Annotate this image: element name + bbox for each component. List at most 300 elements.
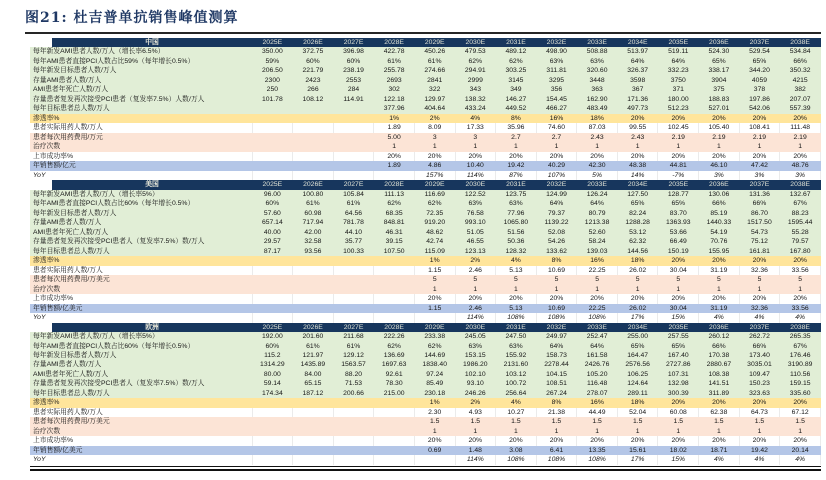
- value-cell: 33.56: [780, 304, 821, 313]
- value-cell: [293, 275, 334, 284]
- value-cell: 46.55: [455, 237, 496, 246]
- value-cell: 104.15: [536, 370, 577, 379]
- value-cell: 20%: [658, 256, 699, 265]
- value-cell: 278.07: [577, 389, 618, 398]
- table-row: [30, 436, 821, 445]
- value-cell: 717.94: [293, 218, 334, 227]
- value-cell: 3%: [699, 171, 740, 180]
- value-cell: [293, 294, 334, 303]
- value-cell: 5: [658, 275, 699, 284]
- value-cell: 55.28: [780, 228, 821, 237]
- value-cell: 2553: [333, 76, 374, 85]
- value-cell: 2999: [455, 76, 496, 85]
- value-cell: 20%: [658, 294, 699, 303]
- table-row: [30, 342, 821, 351]
- value-cell: 2.43: [577, 133, 618, 142]
- value-cell: [293, 313, 334, 322]
- value-cell: 5.13: [496, 266, 537, 275]
- value-cell: 10.40: [455, 161, 496, 170]
- value-cell: 265.35: [780, 332, 821, 341]
- value-cell: 3.08: [496, 446, 537, 455]
- value-cell: 65%: [658, 342, 699, 351]
- row-label: 每年AMI患者直接PCI人数占比60%（每年增长0.5%）: [30, 199, 252, 208]
- row-label: 存量AMI患者人数/万人: [30, 218, 252, 227]
- value-cell: 1838.40: [414, 360, 455, 369]
- value-cell: 20%: [658, 436, 699, 445]
- value-cell: 150.19: [658, 247, 699, 256]
- value-cell: 266: [293, 85, 334, 94]
- value-cell: 260.12: [699, 332, 740, 341]
- value-cell: 267.24: [536, 389, 577, 398]
- row-label: 患者每次用药费用/万美元: [30, 417, 252, 426]
- value-cell: 86.70: [739, 209, 780, 218]
- value-cell: 161.81: [739, 247, 780, 256]
- value-cell: 20%: [780, 436, 821, 445]
- value-cell: 1: [739, 142, 780, 151]
- table-row: [30, 228, 821, 237]
- value-cell: [252, 266, 293, 275]
- year-header: 2031E: [496, 38, 537, 47]
- row-label: 存量患者复发再次接受PCI患者人（复发率7.5%）数/万人: [30, 379, 252, 388]
- value-cell: 103.12: [496, 370, 537, 379]
- value-cell: 32.36: [739, 304, 780, 313]
- value-cell: 382: [780, 85, 821, 94]
- value-cell: 245.05: [455, 332, 496, 341]
- value-cell: 52.04: [617, 408, 658, 417]
- value-cell: 1: [658, 427, 699, 436]
- value-cell: 87.17: [252, 247, 293, 256]
- value-cell: 108%: [536, 455, 577, 464]
- row-label: 上市成功率%: [30, 436, 252, 445]
- table-row: [30, 66, 821, 75]
- value-cell: 16%: [577, 256, 618, 265]
- value-cell: 61%: [293, 199, 334, 208]
- value-cell: 238.19: [333, 66, 374, 75]
- table-row: [30, 417, 821, 426]
- row-label: 上市成功率%: [30, 294, 252, 303]
- value-cell: 105.84: [333, 190, 374, 199]
- value-cell: 4%: [496, 256, 537, 265]
- value-cell: [293, 104, 334, 113]
- value-cell: 350.32: [780, 66, 821, 75]
- value-cell: 1.5: [739, 417, 780, 426]
- value-cell: 338.17: [699, 66, 740, 75]
- value-cell: 51.05: [455, 228, 496, 237]
- value-cell: 167.80: [780, 247, 821, 256]
- value-cell: [374, 294, 415, 303]
- value-cell: 1: [699, 285, 740, 294]
- value-cell: 115.09: [414, 247, 455, 256]
- value-cell: 144.56: [617, 247, 658, 256]
- value-cell: 1: [496, 285, 537, 294]
- value-cell: 139.03: [577, 247, 618, 256]
- value-cell: 3: [414, 133, 455, 142]
- value-cell: [333, 171, 374, 180]
- value-cell: 64%: [577, 199, 618, 208]
- value-cell: 48.62: [414, 228, 455, 237]
- value-cell: 1: [617, 427, 658, 436]
- value-cell: 3295: [536, 76, 577, 85]
- value-cell: 108.12: [293, 95, 334, 104]
- value-cell: 1: [780, 285, 821, 294]
- value-cell: 116.69: [414, 190, 455, 199]
- value-cell: 64.73: [739, 408, 780, 417]
- value-cell: 479.53: [455, 47, 496, 56]
- row-label: 存量AMI患者人数/万人: [30, 360, 252, 369]
- value-cell: 2.30: [414, 408, 455, 417]
- value-cell: 4%: [739, 313, 780, 322]
- row-label: 每年新发AMI患者人数/万人（增长率5%）: [30, 190, 252, 199]
- value-cell: 497.73: [617, 104, 658, 113]
- value-cell: 20%: [658, 398, 699, 407]
- value-cell: [293, 417, 334, 426]
- value-cell: 17%: [617, 455, 658, 464]
- value-cell: 1.5: [658, 417, 699, 426]
- value-cell: 128.77: [658, 190, 699, 199]
- table-row: [30, 256, 821, 265]
- value-cell: 20%: [455, 294, 496, 303]
- value-cell: 64.56: [333, 209, 374, 218]
- value-cell: 1563.57: [333, 360, 374, 369]
- value-cell: 20%: [739, 398, 780, 407]
- value-cell: 4.93: [455, 408, 496, 417]
- value-cell: 206.50: [252, 66, 293, 75]
- value-cell: [374, 266, 415, 275]
- value-cell: 1517.50: [739, 218, 780, 227]
- value-cell: 108%: [496, 455, 537, 464]
- value-cell: [293, 133, 334, 142]
- value-cell: 20%: [617, 294, 658, 303]
- value-cell: [252, 285, 293, 294]
- value-cell: 32.36: [739, 266, 780, 275]
- value-cell: 71.53: [333, 379, 374, 388]
- value-cell: 44.49: [577, 408, 618, 417]
- value-cell: 6.41: [536, 446, 577, 455]
- value-cell: 82.24: [617, 209, 658, 218]
- value-cell: 64%: [536, 199, 577, 208]
- row-label: 患者实际用药人数/万人: [30, 123, 252, 132]
- table-row: [30, 313, 821, 322]
- value-cell: 2841: [414, 76, 455, 85]
- value-cell: 174.34: [252, 389, 293, 398]
- value-cell: 111.48: [780, 123, 821, 132]
- value-cell: [374, 427, 415, 436]
- value-cell: 3: [455, 133, 496, 142]
- value-cell: 63%: [455, 342, 496, 351]
- value-cell: [333, 294, 374, 303]
- value-cell: [293, 256, 334, 265]
- value-cell: 1986.20: [455, 360, 496, 369]
- row-label: 每年目标患者总人数/万人: [30, 389, 252, 398]
- value-cell: 262.72: [739, 332, 780, 341]
- value-cell: 332.23: [658, 66, 699, 75]
- value-cell: 30.04: [658, 266, 699, 275]
- value-cell: 62%: [455, 57, 496, 66]
- value-cell: 20%: [414, 152, 455, 161]
- value-cell: 158.73: [536, 351, 577, 360]
- value-cell: 1139.22: [536, 218, 577, 227]
- value-cell: 1: [374, 142, 415, 151]
- value-cell: 326.37: [617, 66, 658, 75]
- value-cell: 215.00: [374, 389, 415, 398]
- value-cell: 54.26: [536, 237, 577, 246]
- value-cell: [333, 436, 374, 445]
- value-cell: 105.40: [699, 123, 740, 132]
- value-cell: 114%: [455, 313, 496, 322]
- value-cell: [333, 142, 374, 151]
- table-row: [30, 47, 821, 56]
- value-cell: 221.79: [293, 66, 334, 75]
- value-cell: 1: [658, 285, 699, 294]
- year-header: 2026E: [293, 323, 334, 332]
- value-cell: 1.5: [617, 417, 658, 426]
- value-cell: 20%: [617, 436, 658, 445]
- value-cell: [293, 455, 334, 464]
- value-cell: 311.81: [536, 66, 577, 75]
- year-header: 2027E: [333, 38, 374, 47]
- value-cell: 57.60: [252, 209, 293, 218]
- value-cell: [293, 304, 334, 313]
- value-cell: 1: [536, 142, 577, 151]
- value-cell: 4%: [780, 313, 821, 322]
- value-cell: 62%: [414, 342, 455, 351]
- value-cell: [293, 142, 334, 151]
- row-label: AMI患者年死亡人数/万人: [30, 85, 252, 94]
- value-cell: 375: [699, 85, 740, 94]
- value-cell: 20%: [699, 114, 740, 123]
- table-row: [30, 161, 821, 170]
- table-row: [30, 218, 821, 227]
- value-cell: 20%: [658, 114, 699, 123]
- row-label: 每年AMI患者直接PCI人数占比60%（每年增长0.5%）: [30, 342, 252, 351]
- table-row: [30, 142, 821, 151]
- value-cell: 0.69: [414, 446, 455, 455]
- value-cell: 3598: [617, 76, 658, 85]
- value-cell: 1: [455, 285, 496, 294]
- value-cell: 15%: [658, 313, 699, 322]
- value-cell: 1: [780, 427, 821, 436]
- value-cell: 363: [577, 85, 618, 94]
- value-cell: 22.25: [577, 304, 618, 313]
- value-cell: 20%: [414, 294, 455, 303]
- value-cell: 83.70: [658, 209, 699, 218]
- value-cell: 466.27: [536, 104, 577, 113]
- value-cell: 107%: [536, 171, 577, 180]
- value-cell: 378: [739, 85, 780, 94]
- value-cell: 48.38: [617, 161, 658, 170]
- value-cell: 1: [536, 427, 577, 436]
- value-cell: 65.15: [293, 379, 334, 388]
- value-cell: [333, 427, 374, 436]
- value-cell: 20%: [617, 114, 658, 123]
- value-cell: [333, 104, 374, 113]
- year-header: 2032E: [536, 38, 577, 47]
- value-cell: [374, 256, 415, 265]
- value-cell: 32.58: [293, 237, 334, 246]
- value-cell: 18%: [617, 398, 658, 407]
- value-cell: [252, 256, 293, 265]
- value-cell: 108%: [577, 455, 618, 464]
- value-cell: 1213.38: [577, 218, 618, 227]
- value-cell: 3145: [496, 76, 537, 85]
- value-cell: 131.36: [739, 190, 780, 199]
- value-cell: 132.67: [780, 190, 821, 199]
- value-cell: 20%: [496, 436, 537, 445]
- value-cell: [252, 446, 293, 455]
- row-label: 年销售额/亿元: [30, 161, 252, 170]
- value-cell: 1: [739, 285, 780, 294]
- value-cell: 18.02: [658, 446, 699, 455]
- value-cell: 1: [577, 427, 618, 436]
- year-header: 2030E: [455, 180, 496, 189]
- value-cell: [293, 408, 334, 417]
- value-cell: 46.31: [374, 228, 415, 237]
- value-cell: 255.00: [617, 332, 658, 341]
- value-cell: 1440.33: [699, 218, 740, 227]
- value-cell: 3%: [780, 171, 821, 180]
- value-cell: [252, 161, 293, 170]
- row-label: 治疗次数: [30, 285, 252, 294]
- value-cell: 1: [739, 427, 780, 436]
- table-row: [30, 379, 821, 388]
- section-name: 中国: [30, 38, 252, 47]
- value-cell: 303.25: [496, 66, 537, 75]
- value-cell: 335.60: [780, 389, 821, 398]
- row-label: 患者每次用药费用/万美元: [30, 275, 252, 284]
- value-cell: 1.5: [577, 417, 618, 426]
- value-cell: 2.43: [617, 133, 658, 142]
- value-cell: [333, 285, 374, 294]
- value-cell: 1.15: [414, 266, 455, 275]
- value-cell: 109.47: [739, 370, 780, 379]
- value-cell: 133.62: [536, 247, 577, 256]
- value-cell: 63%: [536, 57, 577, 66]
- value-cell: 20%: [577, 294, 618, 303]
- value-cell: 20%: [739, 256, 780, 265]
- table-row: [30, 304, 821, 313]
- value-cell: 200.66: [333, 389, 374, 398]
- year-header: 2034E: [617, 180, 658, 189]
- year-header: 2037E: [739, 180, 780, 189]
- value-cell: [252, 417, 293, 426]
- value-cell: 2.19: [739, 133, 780, 142]
- value-cell: 108%: [577, 313, 618, 322]
- value-cell: 257.55: [658, 332, 699, 341]
- value-cell: 5: [739, 275, 780, 284]
- value-cell: 20%: [739, 152, 780, 161]
- value-cell: 161.58: [577, 351, 618, 360]
- value-cell: 67%: [780, 199, 821, 208]
- value-cell: 64%: [658, 57, 699, 66]
- year-header: 2027E: [333, 180, 374, 189]
- table-row: [30, 370, 821, 379]
- value-cell: [293, 398, 334, 407]
- table-row: [30, 455, 821, 464]
- row-label: 每年新发目标患者人数/万人: [30, 66, 252, 75]
- value-cell: 129.12: [333, 351, 374, 360]
- value-cell: 75.12: [739, 237, 780, 246]
- value-cell: 110.56: [780, 370, 821, 379]
- value-cell: 62%: [496, 57, 537, 66]
- value-cell: 367: [617, 85, 658, 94]
- value-cell: [293, 436, 334, 445]
- table-row: [30, 95, 821, 104]
- value-cell: 1065.80: [496, 218, 537, 227]
- value-cell: 85.49: [414, 379, 455, 388]
- table-row: [30, 285, 821, 294]
- year-header: 2036E: [699, 38, 740, 47]
- value-cell: 170.38: [699, 351, 740, 360]
- value-cell: 919.20: [414, 218, 455, 227]
- value-cell: [293, 114, 334, 123]
- value-cell: 144.69: [414, 351, 455, 360]
- value-cell: 2576.56: [617, 360, 658, 369]
- value-cell: 67.12: [780, 408, 821, 417]
- value-cell: 8%: [496, 114, 537, 123]
- year-header: 2025E: [252, 180, 293, 189]
- value-cell: 5: [617, 275, 658, 284]
- value-cell: 20%: [374, 152, 415, 161]
- table-row: [30, 266, 821, 275]
- value-cell: 157%: [414, 171, 455, 180]
- value-cell: 1: [455, 427, 496, 436]
- value-cell: 101.78: [252, 95, 293, 104]
- value-cell: 4%: [699, 313, 740, 322]
- value-cell: 62%: [374, 342, 415, 351]
- value-cell: 122.52: [455, 190, 496, 199]
- value-cell: 92.61: [374, 370, 415, 379]
- value-cell: 10.69: [536, 304, 577, 313]
- value-cell: 192.00: [252, 332, 293, 341]
- value-cell: [374, 455, 415, 464]
- value-cell: 16%: [536, 114, 577, 123]
- value-cell: 76.58: [455, 209, 496, 218]
- value-cell: [293, 161, 334, 170]
- value-cell: 247.50: [496, 332, 537, 341]
- value-cell: [333, 133, 374, 142]
- value-cell: 1: [617, 285, 658, 294]
- value-cell: 20%: [496, 294, 537, 303]
- value-cell: [293, 171, 334, 180]
- value-cell: 155.92: [496, 351, 537, 360]
- value-cell: 15.61: [617, 446, 658, 455]
- year-header: 2036E: [699, 323, 740, 332]
- value-cell: 20%: [536, 436, 577, 445]
- value-cell: 47.42: [739, 161, 780, 170]
- value-cell: 5: [536, 275, 577, 284]
- value-cell: 159.15: [780, 379, 821, 388]
- value-cell: 106.25: [617, 370, 658, 379]
- value-cell: 1: [577, 285, 618, 294]
- value-cell: 1: [414, 427, 455, 436]
- value-cell: 59.14: [252, 379, 293, 388]
- value-cell: 10.27: [496, 408, 537, 417]
- value-cell: 557.39: [780, 104, 821, 113]
- row-label: 每年目标患者总人数/万人: [30, 104, 252, 113]
- value-cell: 3%: [739, 171, 780, 180]
- value-cell: 1.5: [414, 417, 455, 426]
- value-cell: 84.00: [293, 370, 334, 379]
- value-cell: [333, 313, 374, 322]
- value-cell: 1.5: [536, 417, 577, 426]
- value-cell: [252, 294, 293, 303]
- value-cell: 246.26: [455, 389, 496, 398]
- table-row: [30, 171, 821, 180]
- value-cell: 249.97: [536, 332, 577, 341]
- year-header: 2032E: [536, 180, 577, 189]
- value-cell: 61%: [374, 57, 415, 66]
- table-row: [30, 360, 821, 369]
